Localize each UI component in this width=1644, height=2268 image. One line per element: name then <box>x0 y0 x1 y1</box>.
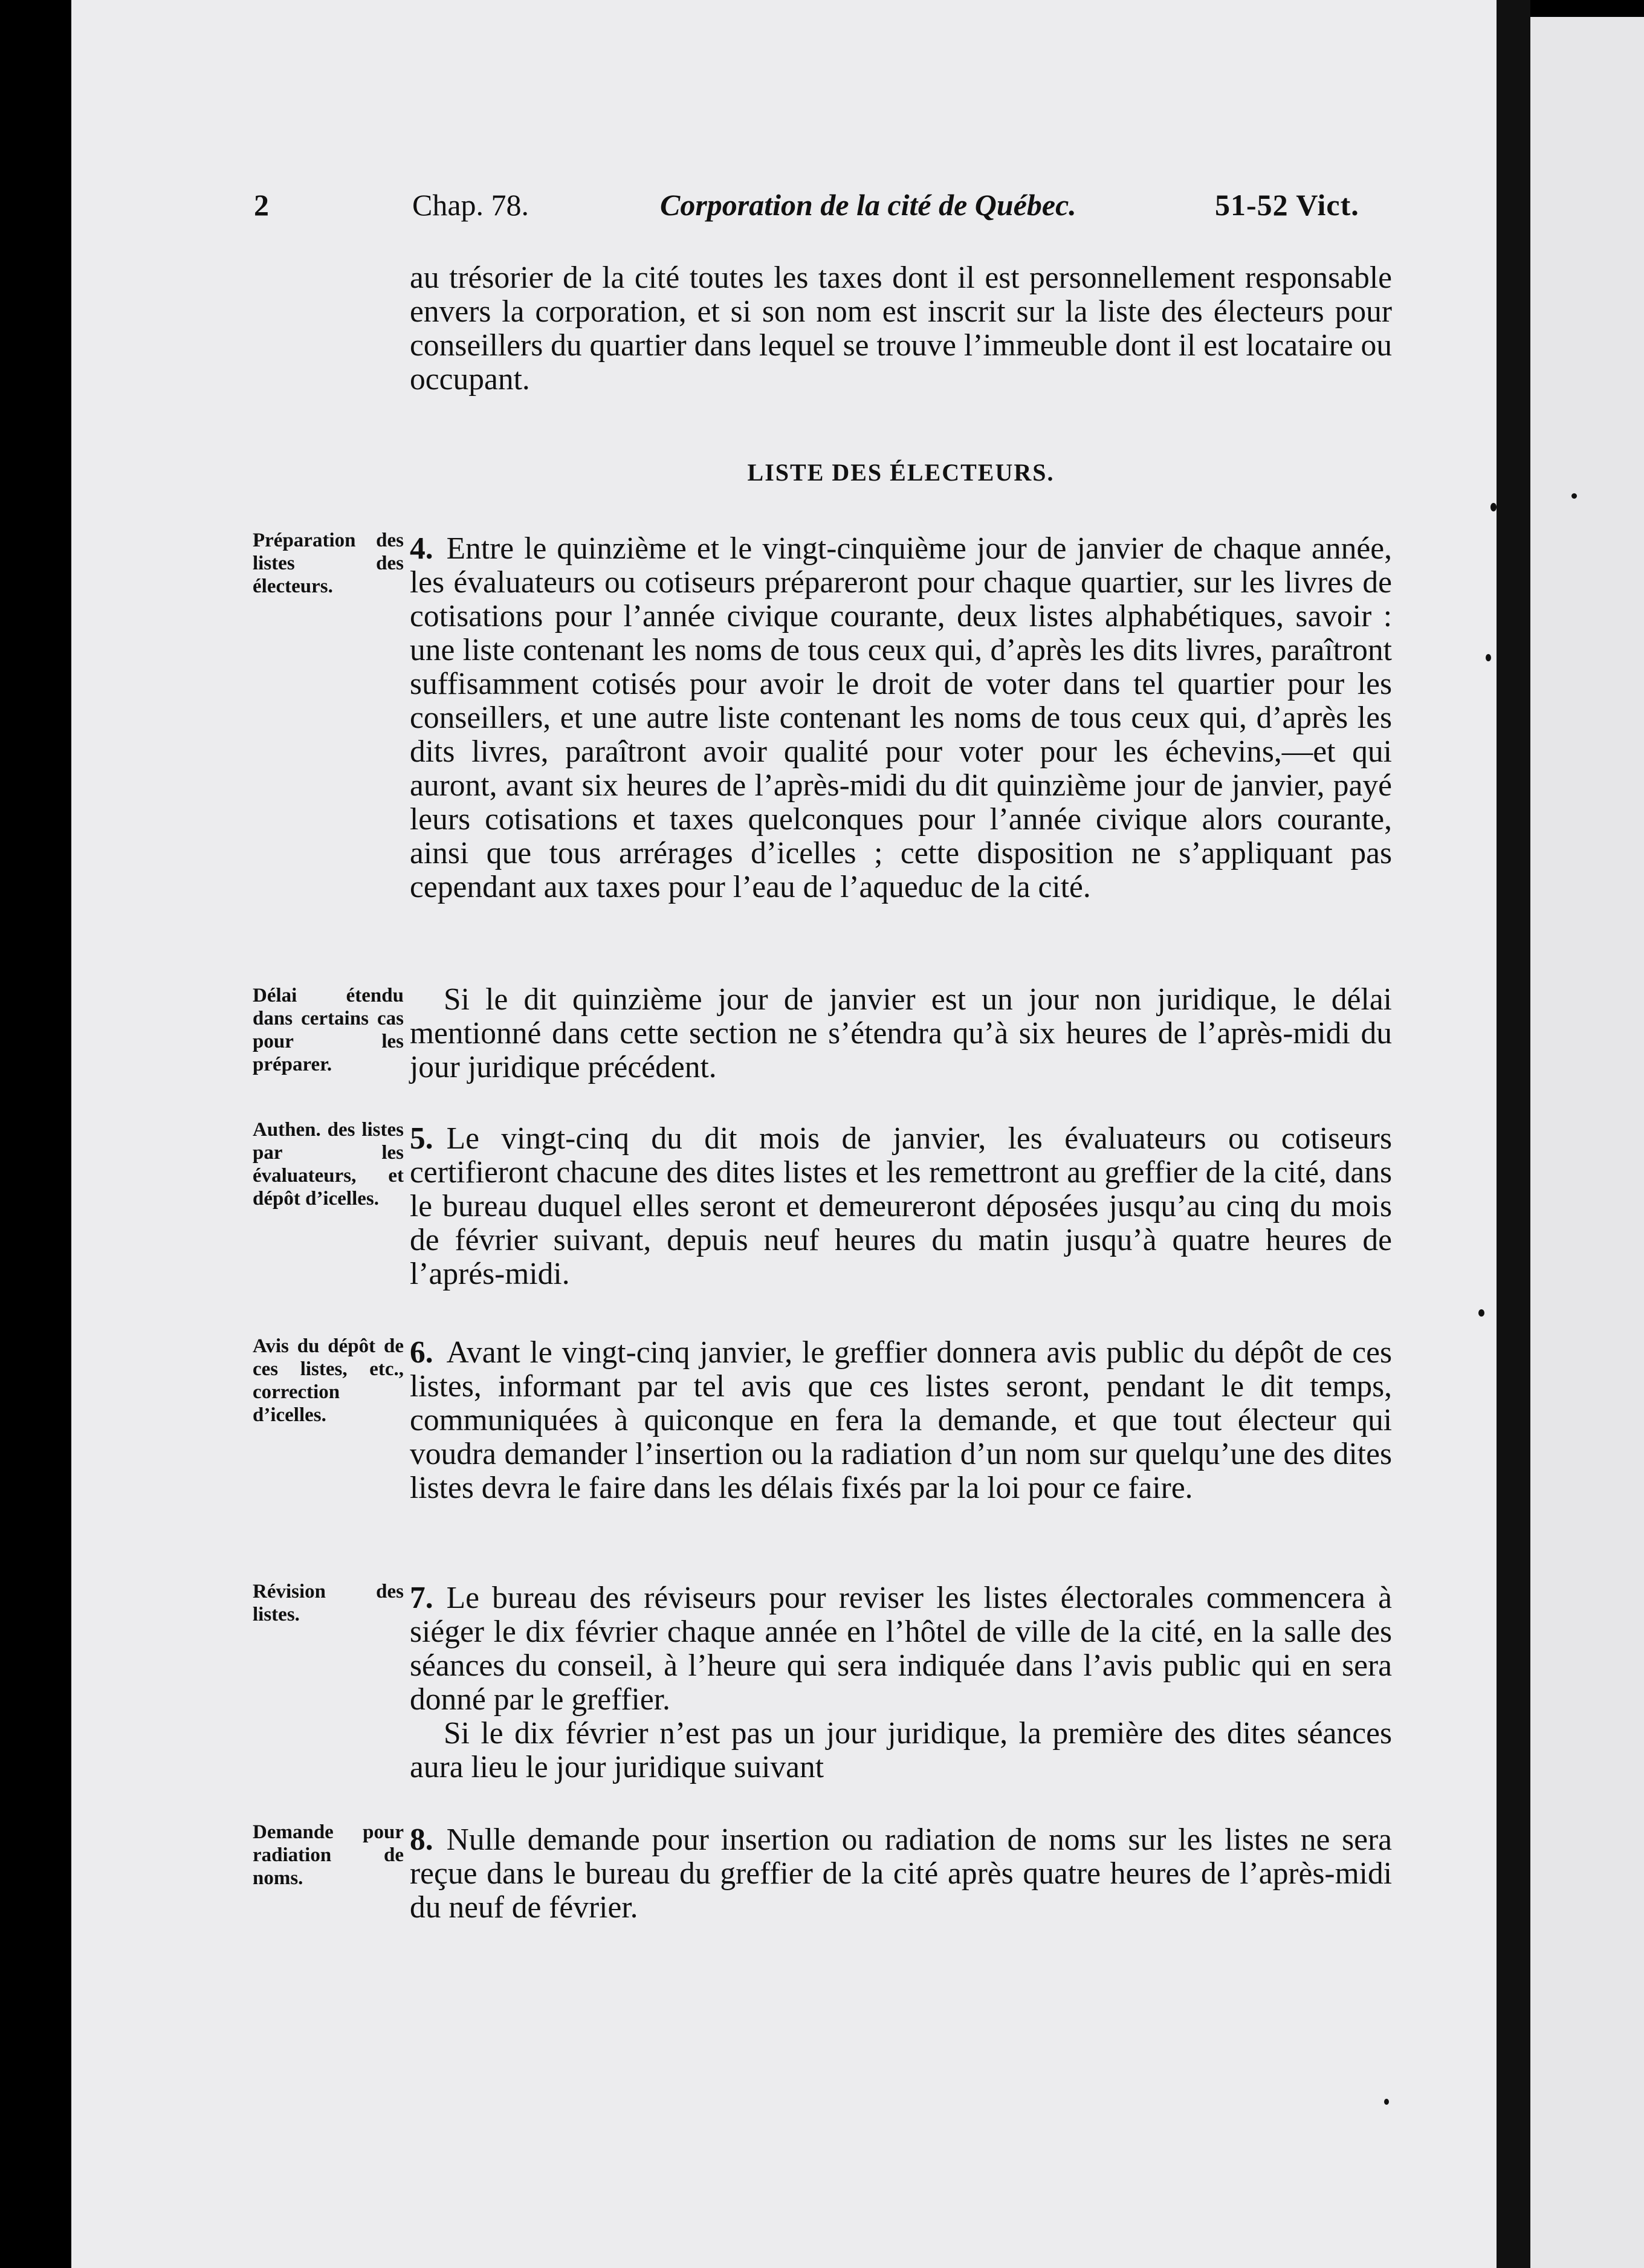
facing-page-edge <box>1530 17 1644 2268</box>
section-7 <box>410 1581 1392 1784</box>
section-4-text: Entre le quinzième et le vingt-cinquième jour de janvier de chaque année, les évaluateurs ou cotiseurs prépareront pour chaque quartier, sur les livres de cotisations pour l’année civique courante, deux listes alphabétiques, savoir : une liste contenant les noms de tous ceux qui, d’après les dits livres, paraîtront suffisamment cotisés pour avoir le droit de voter dans tel quartier pour les conseillers, et une autre liste contenant les noms de tous ceux qui, d’après les dits livres, paraîtront avoir qualité pour voter pour les échevins,—et qui auront, avant six heures de l’après-midi du dit quinzième jour de janvier, payé leurs cotisations et taxes quelconques pour l’année civique alors courante, ainsi que tous arrérages d’icelles ; cette disposition ne s’appliquant pas cependant aux taxes pour l’eau de l’aqueduc de la cité. <box>410 531 1392 904</box>
section-number-4: 4. <box>410 531 433 566</box>
scan-speck <box>1384 2099 1389 2105</box>
section-7-text: Le bureau des réviseurs pour reviser les listes électorales commencera à siéger le dix février chaque année en l’hôtel de ville de la cité, en la salle des séances du conseil, à l’heure qui sera indiquée dans l’avis public qui en sera donné par le greffier. <box>410 1581 1392 1717</box>
margin-note-8: Demande pour radiation de noms. <box>253 1821 404 1889</box>
section-4 <box>410 532 1392 904</box>
margin-note-6: Avis du dépôt de ces listes, etc., correction d’icelles. <box>253 1335 404 1426</box>
scan-speck <box>1486 654 1491 661</box>
section-4-continuation-block <box>410 983 1392 1084</box>
act-title: Corporation de la cité de Québec. <box>660 188 1076 222</box>
section-8-text: Nulle demande pour insertion ou radiation de noms sur les listes ne sera reçue dans le bureau du greffier de la cité après quatre heures de l’après-midi du neuf de février. <box>410 1822 1392 1925</box>
margin-note-7: Révision des listes. <box>253 1581 404 1625</box>
gutter-shadow <box>1497 0 1530 2268</box>
scan-speck <box>1571 493 1577 499</box>
intro-paragraph: au trésorier de la cité toutes les taxes dont il est personnellement responsable envers la corporation, et si son nom est inscrit sur la liste des électeurs pour conseillers du quartier dans lequel se trouve l’immeuble dont il est locataire ou occupant. <box>410 261 1392 397</box>
margin-note-4b: Délai étendu dans certains cas pour les préparer. <box>253 985 404 1075</box>
section-number-6: 6. <box>410 1335 433 1370</box>
section-number-8: 8. <box>410 1822 433 1857</box>
scan-speck <box>1490 503 1497 511</box>
running-head <box>254 187 1396 230</box>
section-number-5: 5. <box>410 1121 433 1156</box>
section-number-7: 7. <box>410 1581 433 1615</box>
section-7-continuation: Si le dix février n’est pas un jour juridique, la première des dites séances aura lieu le jour juridique suivant <box>410 1716 1392 1784</box>
intro-paragraph-block <box>410 261 1392 397</box>
section-6-text: Avant le vingt-cinq janvier, le greffier donnera avis public du dépôt de ces listes, informant par tel avis que ces listes seront, pendant le dit temps, communiquées à quiconque en fera la demande, et que tout électeur qui voudra demander l’insertion ou la radiation d’un nom sur quelqu’une des dites listes devra le faire dans les délais fixés par la loi pour ce faire. <box>410 1335 1392 1505</box>
page-number: 2 <box>254 188 269 222</box>
section-4-continuation: Si le dit quinzième jour de janvier est un jour non juridique, le délai mentionné dans cette section ne s’étendra qu’à six heures de l’après-midi du jour juridique précédent. <box>410 982 1392 1084</box>
section-heading: LISTE DES ÉLECTEURS. <box>747 459 1055 486</box>
margin-note-4: Préparation des listes des électeurs. <box>253 530 404 597</box>
chapter-label: Chap. 78. <box>412 188 529 222</box>
scan-speck <box>1478 1309 1484 1317</box>
section-8 <box>410 1823 1392 1925</box>
margin-note-5: Authen. des listes par les évaluateurs, et dépôt d’icelles. <box>253 1119 404 1210</box>
section-6 <box>410 1336 1392 1505</box>
section-5-text: Le vingt-cinq du dit mois de janvier, les évaluateurs ou cotiseurs certifieront chacune des dites listes et les remettront au greffier de la cité, dans le bureau duquel elles seront et demeureront déposées jusqu’au cinq du mois de février suivant, depuis neuf heures du matin jusqu’à quatre heures de l’aprés-midi. <box>410 1121 1392 1291</box>
regnal-year: 51-52 Vict. <box>1215 188 1359 222</box>
section-5 <box>410 1122 1392 1291</box>
